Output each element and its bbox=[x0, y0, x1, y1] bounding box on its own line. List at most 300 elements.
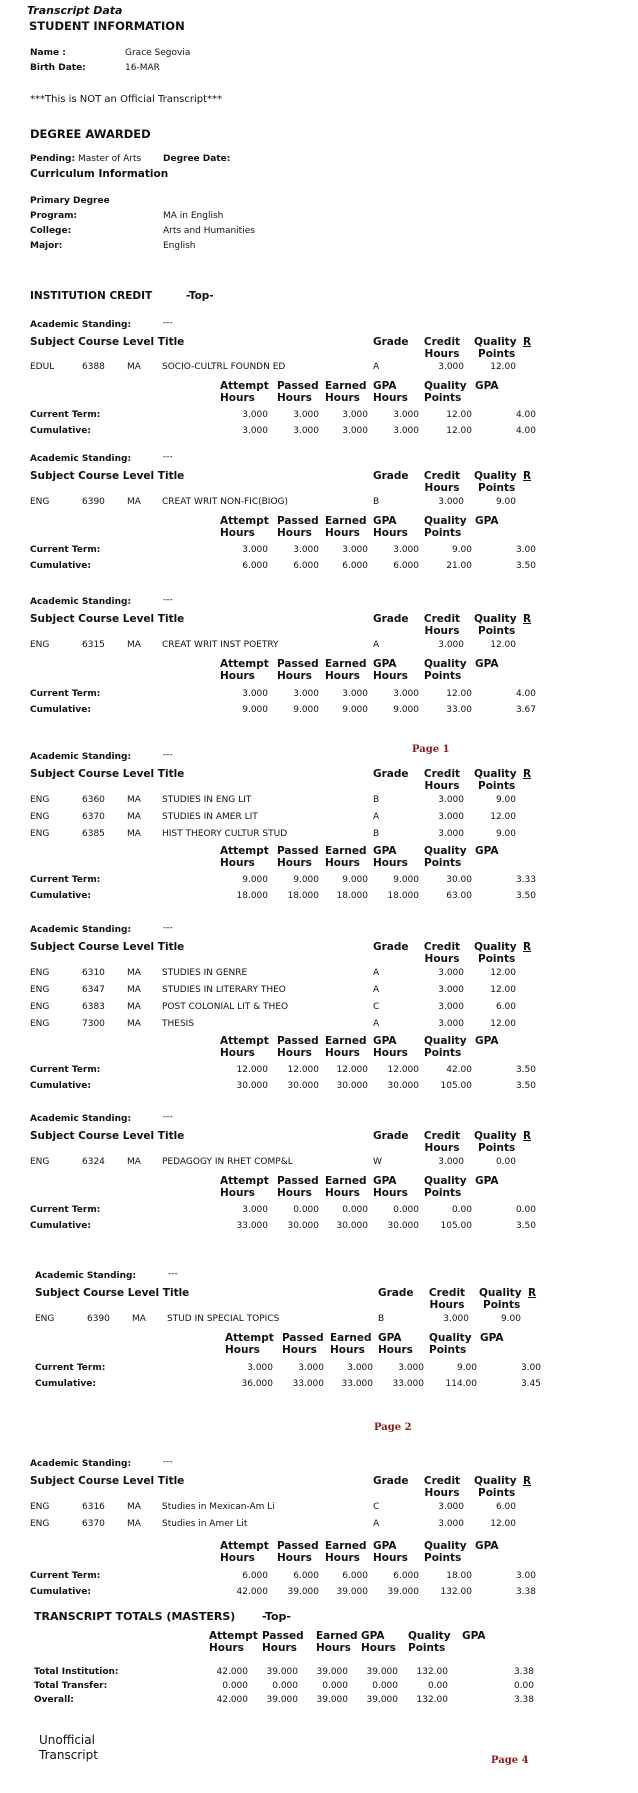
current-term-value: 3.000 bbox=[242, 410, 268, 420]
credit-header: Credit bbox=[423, 941, 461, 953]
totals-row-value: 0.00 bbox=[513, 1681, 534, 1691]
current-term-value: 9.00 bbox=[451, 545, 472, 555]
course-number: 6324 bbox=[82, 1157, 105, 1167]
stats-header: GPA bbox=[475, 380, 499, 392]
stats-header: GPA bbox=[373, 658, 397, 670]
current-term-value: 12.00 bbox=[446, 410, 472, 420]
unofficial-notice: ***This is NOT an Official Transcript*** bbox=[30, 94, 223, 105]
quality-header: Quality bbox=[474, 613, 517, 625]
stats-header-sub: Points bbox=[424, 857, 462, 869]
stats-header-sub: Points bbox=[429, 1344, 467, 1356]
cumulative-value: 18.000 bbox=[336, 891, 368, 901]
stats-header-sub: Hours bbox=[325, 1047, 360, 1059]
current-term-value: 6.000 bbox=[293, 1571, 319, 1581]
course-quality-points: 9.00 bbox=[495, 829, 516, 839]
quality-header: Quality bbox=[474, 470, 517, 482]
cumulative-value: 6.000 bbox=[293, 561, 319, 571]
credit-hours-header: Hours bbox=[429, 1299, 465, 1311]
cumulative-value: 3.000 bbox=[342, 426, 368, 436]
course-level: MA bbox=[127, 829, 141, 839]
current-term-value: 0.00 bbox=[515, 1205, 536, 1215]
stats-header: Passed bbox=[277, 1175, 319, 1187]
name-label: Name : bbox=[30, 48, 66, 58]
stats-header: Passed bbox=[282, 1332, 324, 1344]
course-title: STUD IN SPECIAL TOPICS bbox=[167, 1314, 280, 1324]
course-credit-hours: 3.000 bbox=[443, 1314, 469, 1324]
credit-header: Credit bbox=[423, 768, 461, 780]
cumulative-value: 33.000 bbox=[341, 1379, 373, 1389]
student-info-heading: STUDENT INFORMATION bbox=[29, 19, 185, 33]
page-marker: Page 2 bbox=[374, 1422, 412, 1433]
current-term-label: Current Term: bbox=[30, 1205, 101, 1215]
credit-hours-header: Hours bbox=[424, 482, 460, 494]
subject-header: Subject Course Level Title bbox=[30, 768, 185, 780]
course-subject: ENG bbox=[30, 968, 50, 978]
r-header: R bbox=[523, 470, 532, 482]
cumulative-value: 3.45 bbox=[520, 1379, 541, 1389]
totals-row-value: 3.38 bbox=[513, 1667, 534, 1677]
course-level: MA bbox=[127, 1002, 141, 1012]
totals-stats-header-sub: Hours bbox=[361, 1642, 396, 1654]
cumulative-value: 39.000 bbox=[387, 1587, 419, 1597]
totals-row-label: Overall: bbox=[34, 1695, 74, 1705]
stats-header: GPA bbox=[480, 1332, 504, 1344]
stats-header-sub: Hours bbox=[325, 1552, 360, 1564]
credit-hours-header: Hours bbox=[424, 348, 460, 360]
stats-header: Quality bbox=[429, 1332, 472, 1344]
credit-hours-header: Hours bbox=[424, 625, 460, 637]
totals-stats-header-sub: Hours bbox=[316, 1642, 351, 1654]
quality-points-header: Points bbox=[478, 780, 516, 792]
course-number: 6315 bbox=[82, 640, 105, 650]
stats-header-sub: Hours bbox=[330, 1344, 365, 1356]
stats-header-sub: Hours bbox=[220, 670, 255, 682]
cumulative-label: Cumulative: bbox=[30, 1081, 91, 1091]
cumulative-value: 3.50 bbox=[515, 891, 536, 901]
current-term-value: 3.000 bbox=[393, 689, 419, 699]
cumulative-value: 105.00 bbox=[440, 1221, 472, 1231]
current-term-value: 3.000 bbox=[242, 545, 268, 555]
course-credit-hours: 3.000 bbox=[438, 1502, 464, 1512]
course-credit-hours: 3.000 bbox=[438, 985, 464, 995]
current-term-value: 3.000 bbox=[347, 1363, 373, 1373]
cumulative-value: 6.000 bbox=[342, 561, 368, 571]
course-title: Studies in Amer Lit bbox=[162, 1519, 248, 1529]
academic-standing-value: --- bbox=[163, 595, 173, 605]
course-title: CREAT WRIT INST POETRY bbox=[162, 640, 279, 650]
academic-standing-value: --- bbox=[163, 452, 173, 462]
stats-header: Earned bbox=[325, 380, 367, 392]
current-term-label: Current Term: bbox=[30, 410, 101, 420]
course-level: MA bbox=[127, 795, 141, 805]
course-level: MA bbox=[127, 968, 141, 978]
stats-header-sub: Hours bbox=[373, 1047, 408, 1059]
course-quality-points: 12.00 bbox=[490, 968, 516, 978]
academic-standing-label: Academic Standing: bbox=[30, 925, 132, 935]
totals-row-value: 39.000 bbox=[316, 1695, 348, 1705]
current-term-label: Current Term: bbox=[30, 689, 101, 699]
course-quality-points: 12.00 bbox=[490, 985, 516, 995]
cumulative-value: 30.000 bbox=[287, 1081, 319, 1091]
totals-row-value: 132.00 bbox=[416, 1667, 448, 1677]
stats-header: Passed bbox=[277, 1540, 319, 1552]
cumulative-value: 9.000 bbox=[393, 705, 419, 715]
stats-header-sub: Hours bbox=[325, 392, 360, 404]
totals-row-value: 0.000 bbox=[222, 1681, 248, 1691]
current-term-value: 3.000 bbox=[393, 545, 419, 555]
cumulative-value: 36.000 bbox=[241, 1379, 273, 1389]
stats-header-sub: Hours bbox=[220, 1047, 255, 1059]
name-value: Grace Segovia bbox=[125, 48, 191, 58]
stats-header: GPA bbox=[373, 1035, 397, 1047]
current-term-value: 9.000 bbox=[242, 875, 268, 885]
stats-header-sub: Hours bbox=[277, 392, 312, 404]
subject-header: Subject Course Level Title bbox=[30, 336, 185, 348]
totals-stats-header: GPA bbox=[361, 1630, 385, 1642]
course-grade: B bbox=[373, 497, 380, 507]
stats-header-sub: Hours bbox=[277, 1552, 312, 1564]
current-term-label: Current Term: bbox=[35, 1363, 106, 1373]
current-term-value: 0.00 bbox=[451, 1205, 472, 1215]
stats-header: Attempt bbox=[220, 1035, 269, 1047]
course-title: STUDIES IN LITERARY THEO bbox=[162, 985, 286, 995]
cumulative-value: 114.00 bbox=[445, 1379, 477, 1389]
r-header: R bbox=[523, 336, 532, 348]
course-title: STUDIES IN GENRE bbox=[162, 968, 248, 978]
cumulative-value: 33.00 bbox=[446, 705, 472, 715]
stats-header: Earned bbox=[325, 1035, 367, 1047]
stats-header-sub: Hours bbox=[277, 670, 312, 682]
subject-header: Subject Course Level Title bbox=[30, 613, 185, 625]
r-header: R bbox=[528, 1287, 537, 1299]
academic-standing-value: --- bbox=[163, 750, 173, 760]
cumulative-value: 3.000 bbox=[393, 426, 419, 436]
stats-header: Quality bbox=[424, 380, 467, 392]
credit-hours-header: Hours bbox=[424, 1487, 460, 1499]
current-term-value: 3.00 bbox=[515, 545, 536, 555]
degree-date-label: Degree Date: bbox=[163, 154, 231, 164]
course-grade: A bbox=[373, 812, 380, 822]
cumulative-value: 3.50 bbox=[515, 1081, 536, 1091]
stats-header-sub: Points bbox=[424, 392, 462, 404]
grade-header: Grade bbox=[373, 1130, 409, 1142]
course-level: MA bbox=[127, 362, 141, 372]
stats-header: Quality bbox=[424, 1540, 467, 1552]
current-term-value: 6.000 bbox=[393, 1571, 419, 1581]
current-term-value: 12.00 bbox=[446, 689, 472, 699]
quality-points-header: Points bbox=[483, 1299, 521, 1311]
current-term-value: 3.00 bbox=[515, 1571, 536, 1581]
course-title: SOCIO-CULTRL FOUNDN ED bbox=[162, 362, 286, 372]
cumulative-value: 30.000 bbox=[336, 1081, 368, 1091]
cumulative-label: Cumulative: bbox=[30, 891, 91, 901]
quality-points-header: Points bbox=[478, 348, 516, 360]
cumulative-value: 42.000 bbox=[236, 1587, 268, 1597]
stats-header-sub: Points bbox=[424, 1552, 462, 1564]
current-term-value: 0.000 bbox=[393, 1205, 419, 1215]
course-level: MA bbox=[132, 1314, 146, 1324]
stats-header: Passed bbox=[277, 380, 319, 392]
current-term-value: 4.00 bbox=[515, 410, 536, 420]
stats-header-sub: Hours bbox=[277, 1187, 312, 1199]
stats-header: Quality bbox=[424, 658, 467, 670]
current-term-label: Current Term: bbox=[30, 545, 101, 555]
major-label: Major: bbox=[30, 241, 63, 251]
course-subject: ENG bbox=[30, 812, 50, 822]
credit-header: Credit bbox=[428, 1287, 466, 1299]
curriculum-heading: Curriculum Information bbox=[30, 168, 169, 180]
course-quality-points: 9.00 bbox=[500, 1314, 521, 1324]
course-quality-points: 12.00 bbox=[490, 362, 516, 372]
stats-header: GPA bbox=[475, 1035, 499, 1047]
current-term-value: 12.000 bbox=[287, 1065, 319, 1075]
course-subject: ENG bbox=[30, 1002, 50, 1012]
course-quality-points: 12.00 bbox=[490, 640, 516, 650]
course-subject: ENG bbox=[30, 1019, 50, 1029]
current-term-value: 9.000 bbox=[393, 875, 419, 885]
course-grade: A bbox=[373, 985, 380, 995]
stats-header: Attempt bbox=[220, 515, 269, 527]
current-term-label: Current Term: bbox=[30, 875, 101, 885]
course-quality-points: 12.00 bbox=[490, 1519, 516, 1529]
stats-header: Earned bbox=[325, 515, 367, 527]
current-term-value: 3.000 bbox=[247, 1363, 273, 1373]
cumulative-value: 18.000 bbox=[287, 891, 319, 901]
grade-header: Grade bbox=[373, 1475, 409, 1487]
stats-header: GPA bbox=[475, 1175, 499, 1187]
page-marker: Page 4 bbox=[491, 1755, 529, 1766]
stats-header: GPA bbox=[373, 380, 397, 392]
stats-header-sub: Hours bbox=[373, 857, 408, 869]
stats-header-sub: Hours bbox=[325, 527, 360, 539]
totals-row-value: 39.000 bbox=[266, 1667, 298, 1677]
subject-header: Subject Course Level Title bbox=[35, 1287, 190, 1299]
cumulative-value: 3.000 bbox=[293, 426, 319, 436]
program-value: MA in English bbox=[163, 211, 224, 221]
stats-header: GPA bbox=[373, 515, 397, 527]
stats-header-sub: Hours bbox=[282, 1344, 317, 1356]
course-quality-points: 9.00 bbox=[495, 497, 516, 507]
course-subject: ENG bbox=[30, 497, 50, 507]
stats-header: Passed bbox=[277, 1035, 319, 1047]
academic-standing-label: Academic Standing: bbox=[30, 1459, 132, 1469]
stats-header-sub: Hours bbox=[373, 1552, 408, 1564]
course-grade: A bbox=[373, 1019, 380, 1029]
course-subject: ENG bbox=[30, 829, 50, 839]
academic-standing-value: --- bbox=[163, 1457, 173, 1467]
cumulative-label: Cumulative: bbox=[30, 561, 91, 571]
course-grade: C bbox=[373, 1502, 380, 1512]
credit-header: Credit bbox=[423, 1130, 461, 1142]
college-label: College: bbox=[30, 226, 72, 236]
cumulative-value: 30.000 bbox=[236, 1081, 268, 1091]
totals-row-label: Total Transfer: bbox=[34, 1681, 108, 1691]
stats-header-sub: Hours bbox=[220, 392, 255, 404]
course-subject: ENG bbox=[30, 985, 50, 995]
stats-header-sub: Hours bbox=[220, 857, 255, 869]
academic-standing-value: --- bbox=[168, 1269, 178, 1279]
current-term-value: 3.000 bbox=[342, 689, 368, 699]
course-level: MA bbox=[127, 1519, 141, 1529]
totals-row-value: 39.000 bbox=[316, 1667, 348, 1677]
stats-header: GPA bbox=[475, 1540, 499, 1552]
cumulative-value: 30.000 bbox=[336, 1221, 368, 1231]
current-term-value: 3.000 bbox=[293, 410, 319, 420]
course-credit-hours: 3.000 bbox=[438, 1002, 464, 1012]
stats-header: Attempt bbox=[225, 1332, 274, 1344]
quality-header: Quality bbox=[479, 1287, 522, 1299]
credit-hours-header: Hours bbox=[424, 953, 460, 965]
cumulative-value: 4.00 bbox=[515, 426, 536, 436]
subject-header: Subject Course Level Title bbox=[30, 1475, 185, 1487]
institution-top-link[interactable]: -Top- bbox=[186, 290, 214, 302]
course-credit-hours: 3.000 bbox=[438, 362, 464, 372]
academic-standing-label: Academic Standing: bbox=[30, 454, 132, 464]
cumulative-value: 6.000 bbox=[393, 561, 419, 571]
credit-hours-header: Hours bbox=[424, 780, 460, 792]
course-grade: C bbox=[373, 1002, 380, 1012]
stats-header-sub: Hours bbox=[373, 392, 408, 404]
stats-header-sub: Points bbox=[424, 1187, 462, 1199]
stats-header: Passed bbox=[277, 515, 319, 527]
totals-top-link[interactable]: -Top- bbox=[262, 1610, 291, 1623]
cumulative-value: 33.000 bbox=[236, 1221, 268, 1231]
course-grade: A bbox=[373, 1519, 380, 1529]
course-quality-points: 12.00 bbox=[490, 812, 516, 822]
stats-header: Quality bbox=[424, 515, 467, 527]
course-credit-hours: 3.000 bbox=[438, 968, 464, 978]
course-number: 6383 bbox=[82, 1002, 105, 1012]
course-grade: A bbox=[373, 640, 380, 650]
course-title: HIST THEORY CULTUR STUD bbox=[162, 829, 288, 839]
academic-standing-label: Academic Standing: bbox=[30, 1114, 132, 1124]
course-credit-hours: 3.000 bbox=[438, 1157, 464, 1167]
current-term-value: 12.000 bbox=[387, 1065, 419, 1075]
stats-header: Earned bbox=[325, 1540, 367, 1552]
totals-stats-header: Attempt bbox=[209, 1630, 258, 1642]
cumulative-value: 33.000 bbox=[292, 1379, 324, 1389]
stats-header-sub: Hours bbox=[220, 527, 255, 539]
grade-header: Grade bbox=[373, 470, 409, 482]
cumulative-value: 39.000 bbox=[287, 1587, 319, 1597]
course-grade: A bbox=[373, 362, 380, 372]
totals-row-value: 42.000 bbox=[216, 1695, 248, 1705]
course-quality-points: 9.00 bbox=[495, 795, 516, 805]
grade-header: Grade bbox=[378, 1287, 414, 1299]
page-marker: Page 1 bbox=[412, 744, 450, 755]
totals-stats-header: Earned bbox=[316, 1630, 358, 1642]
primary-degree-label: Primary Degree bbox=[30, 196, 110, 206]
stats-header: Attempt bbox=[220, 380, 269, 392]
stats-header-sub: Hours bbox=[277, 857, 312, 869]
grade-header: Grade bbox=[373, 768, 409, 780]
stats-header: GPA bbox=[378, 1332, 402, 1344]
course-subject: ENG bbox=[30, 1157, 50, 1167]
grade-header: Grade bbox=[373, 336, 409, 348]
current-term-value: 3.000 bbox=[293, 689, 319, 699]
current-term-value: 12.000 bbox=[236, 1065, 268, 1075]
cumulative-label: Cumulative: bbox=[30, 705, 91, 715]
course-subject: ENG bbox=[30, 640, 50, 650]
cumulative-value: 33.000 bbox=[392, 1379, 424, 1389]
quality-header: Quality bbox=[474, 336, 517, 348]
academic-standing-value: --- bbox=[163, 1112, 173, 1122]
totals-stats-header: Quality bbox=[408, 1630, 451, 1642]
current-term-value: 18.00 bbox=[446, 1571, 472, 1581]
stats-header-sub: Hours bbox=[373, 1187, 408, 1199]
course-level: MA bbox=[127, 640, 141, 650]
cumulative-value: 132.00 bbox=[440, 1587, 472, 1597]
institution-credit-heading: INSTITUTION CREDIT bbox=[30, 290, 153, 302]
course-quality-points: 6.00 bbox=[495, 1502, 516, 1512]
course-subject: ENG bbox=[35, 1314, 55, 1324]
totals-stats-header: Passed bbox=[262, 1630, 304, 1642]
quality-points-header: Points bbox=[478, 953, 516, 965]
r-header: R bbox=[523, 941, 532, 953]
current-term-value: 0.000 bbox=[293, 1205, 319, 1215]
quality-points-header: Points bbox=[478, 1142, 516, 1154]
current-term-value: 3.000 bbox=[342, 410, 368, 420]
degree-heading: DEGREE AWARDED bbox=[30, 127, 151, 141]
current-term-value: 30.00 bbox=[446, 875, 472, 885]
stats-header: Passed bbox=[277, 845, 319, 857]
course-credit-hours: 3.000 bbox=[438, 812, 464, 822]
course-number: 7300 bbox=[82, 1019, 105, 1029]
totals-stats-header-sub: Hours bbox=[209, 1642, 244, 1654]
course-level: MA bbox=[127, 497, 141, 507]
subject-header: Subject Course Level Title bbox=[30, 1130, 185, 1142]
course-quality-points: 0.00 bbox=[495, 1157, 516, 1167]
course-subject: EDUL bbox=[30, 362, 55, 372]
credit-header: Credit bbox=[423, 613, 461, 625]
current-term-label: Current Term: bbox=[30, 1065, 101, 1075]
cumulative-value: 3.000 bbox=[242, 426, 268, 436]
course-credit-hours: 3.000 bbox=[438, 1519, 464, 1529]
cumulative-value: 63.00 bbox=[446, 891, 472, 901]
stats-header-sub: Hours bbox=[325, 857, 360, 869]
cumulative-value: 30.000 bbox=[287, 1221, 319, 1231]
birth-value: 16-MAR bbox=[125, 63, 160, 73]
stats-header: Attempt bbox=[220, 1175, 269, 1187]
cumulative-label: Cumulative: bbox=[30, 1587, 91, 1597]
course-number: 6390 bbox=[82, 497, 105, 507]
course-credit-hours: 3.000 bbox=[438, 829, 464, 839]
course-number: 6310 bbox=[82, 968, 105, 978]
current-term-value: 9.00 bbox=[456, 1363, 477, 1373]
birth-label: Birth Date: bbox=[30, 63, 86, 73]
stats-header-sub: Hours bbox=[225, 1344, 260, 1356]
cumulative-value: 3.50 bbox=[515, 561, 536, 571]
stats-header: GPA bbox=[373, 1175, 397, 1187]
stats-header: Attempt bbox=[220, 658, 269, 670]
totals-row-value: 39.000 bbox=[266, 1695, 298, 1705]
course-credit-hours: 3.000 bbox=[438, 1019, 464, 1029]
current-term-value: 3.000 bbox=[242, 689, 268, 699]
course-level: MA bbox=[127, 1157, 141, 1167]
cumulative-value: 12.00 bbox=[446, 426, 472, 436]
doc-title: Transcript Data bbox=[27, 4, 123, 17]
totals-stats-header: GPA bbox=[462, 1630, 486, 1642]
stats-header-sub: Hours bbox=[277, 1047, 312, 1059]
totals-row-value: 0.00 bbox=[427, 1681, 448, 1691]
stats-header: GPA bbox=[475, 845, 499, 857]
cumulative-value: 3.38 bbox=[515, 1587, 536, 1597]
cumulative-value: 3.50 bbox=[515, 1221, 536, 1231]
footer-line: Transcript bbox=[39, 1748, 98, 1762]
subject-header: Subject Course Level Title bbox=[30, 470, 185, 482]
current-term-value: 0.000 bbox=[342, 1205, 368, 1215]
stats-header-sub: Hours bbox=[277, 527, 312, 539]
